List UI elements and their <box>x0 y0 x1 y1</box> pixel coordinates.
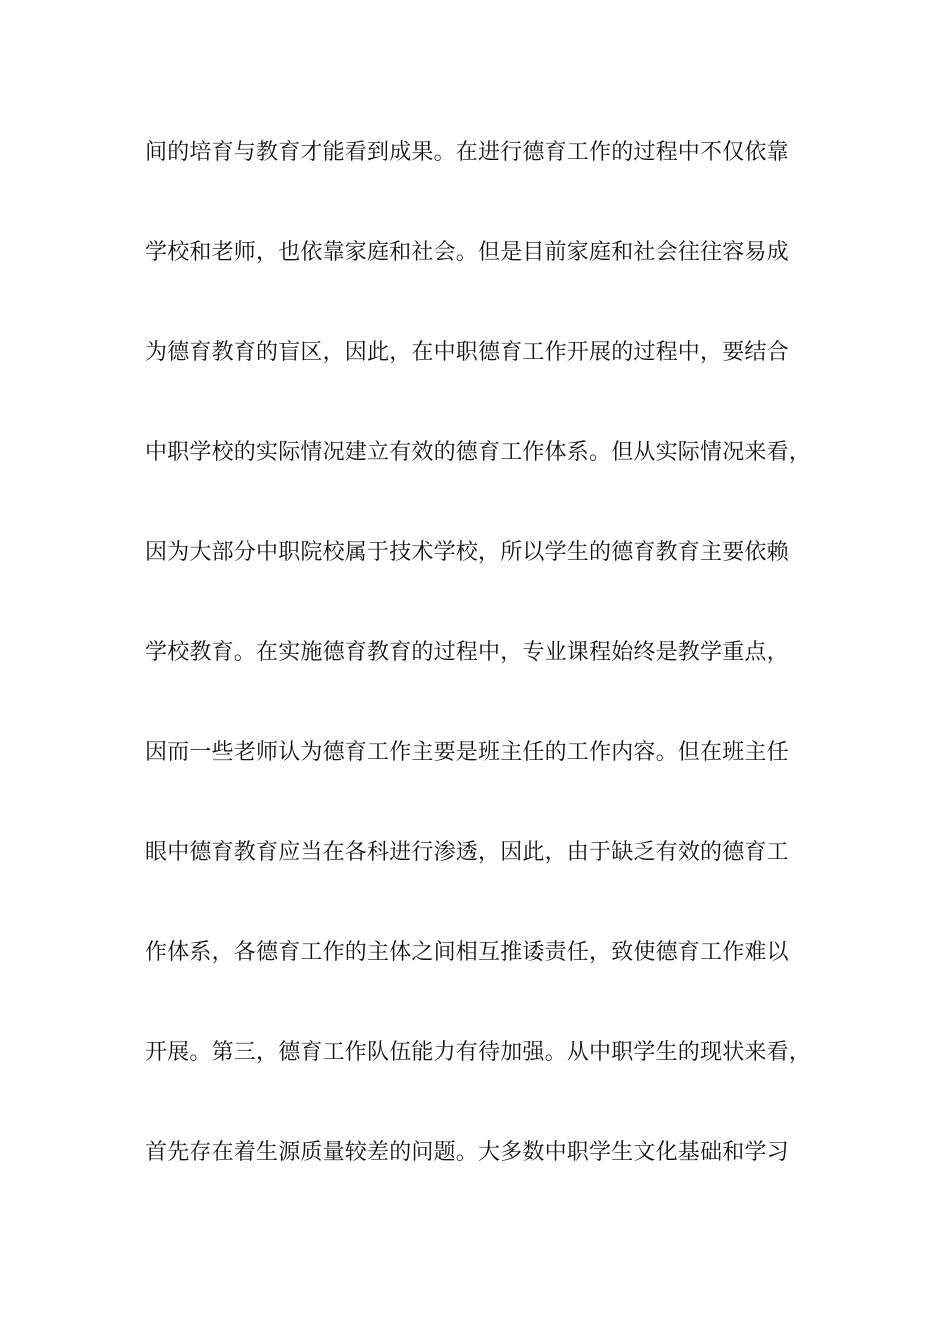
text-line: 眼中德育教育应当在各科进行渗透，因此，由于缺乏有效的德育工 <box>145 840 789 865</box>
text-line: 学校教育。在实施德育教育的过程中，专业课程始终是教学重点， <box>145 640 789 665</box>
text-line: 因为大部分中职院校属于技术学校，所以学生的德育教育主要依赖 <box>145 540 789 565</box>
text-line: 中职学校的实际情况建立有效的德育工作体系。但从实际情况来看， <box>145 440 812 465</box>
text-line: 间的培育与教育才能看到成果。在进行德育工作的过程中不仅依靠 <box>145 140 789 165</box>
text-line: 作体系，各德育工作的主体之间相互推诿责任，致使德育工作难以 <box>145 940 789 965</box>
text-line: 开展。第三，德育工作队伍能力有待加强。从中职学生的现状来看， <box>145 1040 812 1065</box>
text-line: 首先存在着生源质量较差的问题。大多数中职学生文化基础和学习 <box>145 1140 789 1165</box>
text-line: 为德育教育的盲区，因此，在中职德育工作开展的过程中，要结合 <box>145 340 789 365</box>
text-line: 因而一些老师认为德育工作主要是班主任的工作内容。但在班主任 <box>145 740 789 765</box>
text-line: 学校和老师，也依靠家庭和社会。但是目前家庭和社会往往容易成 <box>145 240 789 265</box>
body-text <box>145 133 835 1233</box>
